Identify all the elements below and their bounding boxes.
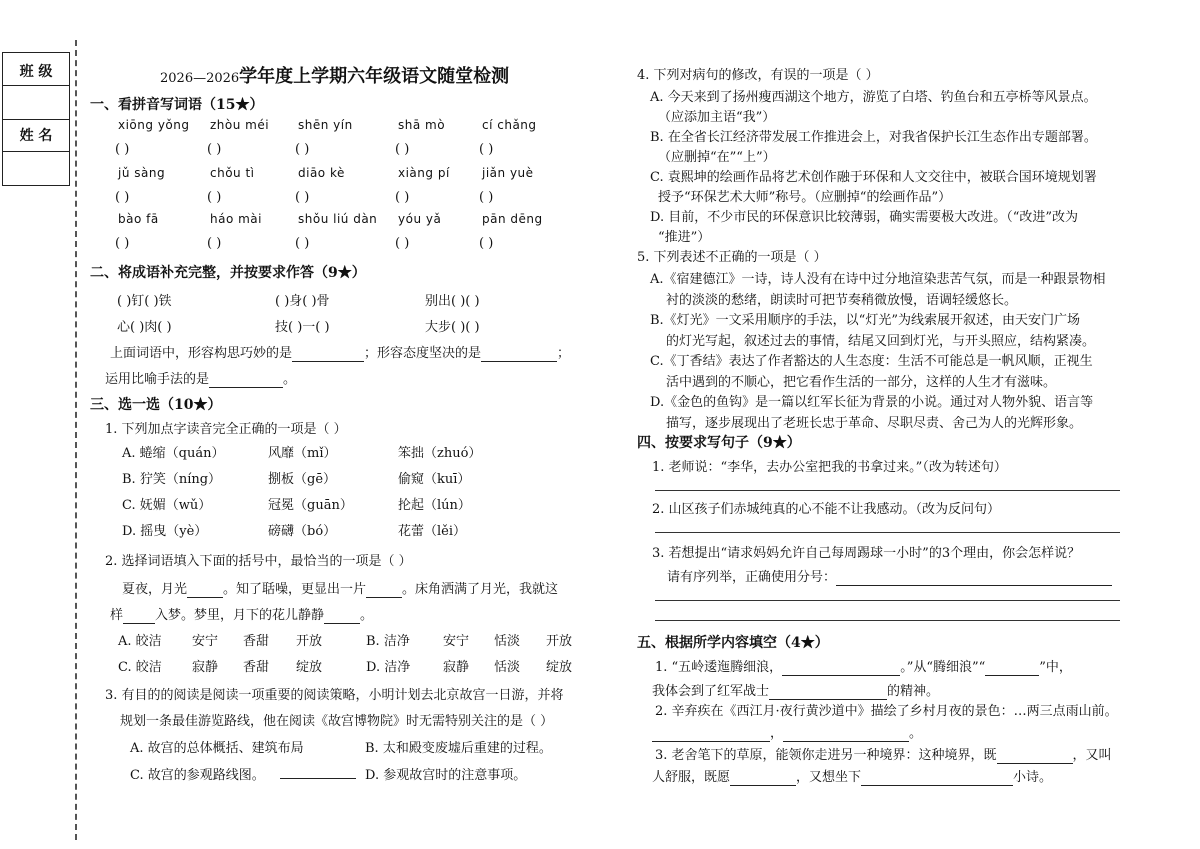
answer-line[interactable] (655, 620, 1120, 621)
q3-option-d[interactable]: D. 参观故宫时的注意事项。 (365, 768, 527, 783)
sentence-task-3: 3. 若想提出“请求妈妈允许自己每周踢球一小时”的3个理由，你会怎样说？ (652, 546, 1081, 561)
q1-option[interactable]: D. 摇曳（yè） (122, 524, 208, 539)
answer-line[interactable] (655, 490, 1120, 491)
q4-option-cont: （应添加主语“我”） (658, 110, 776, 125)
section-5-heading: 五、根据所学内容填空（4★） (637, 635, 829, 651)
q2-option-word: 恬淡 (494, 634, 521, 649)
pinyin-prompt: bào fā (118, 212, 159, 226)
q4-option-cont: （应删掉“在”“上”） (658, 150, 776, 165)
q5-option-cont: 活中遇到的不顺心，把它看作生活的一部分，这样的人生才有滋味。 (666, 374, 1057, 390)
student-info-box (2, 52, 70, 186)
pinyin-prompt: xiàng pí (398, 166, 450, 180)
q2-option-word: 绽放 (296, 660, 323, 675)
q5-option[interactable]: C.《丁香结》表达了作者豁达的人生态度：生活不可能总是一帆风顺，正视生 (650, 354, 1093, 369)
q2-option-word: 绽放 (546, 660, 573, 675)
q2-option-word: 开放 (296, 634, 323, 649)
name-label: 姓 名 (19, 128, 53, 144)
q1-option-word: 冠冕（guān） (268, 498, 353, 513)
idiom-4[interactable]: 心( )肉( ) (117, 320, 172, 335)
q1-option[interactable]: B. 狞笑（níng） (122, 472, 222, 487)
pinyin-prompt: shǒu liú dàn (298, 212, 378, 226)
q1-option-word: 偷窥（kuī） (398, 472, 471, 487)
idiom-question-line1: 上面词语中，形容构思巧妙的是 ；形容态度坚决的是 ； (110, 346, 571, 361)
answer-blank[interactable] (836, 570, 1112, 586)
pinyin-prompt: jiǎn yuè (482, 166, 534, 180)
fill-2-line1: 2. 辛弃疾在《西江月·夜行黄沙道中》描绘了乡村月夜的景色：…两三点雨山前。 (655, 704, 1118, 719)
q1-option[interactable]: C. 妩媚（wǔ） (122, 498, 212, 513)
q3-option-b[interactable]: B. 太和殿变废墟后重建的过程。 (365, 741, 552, 756)
answer-bracket[interactable]: ( ) (115, 142, 130, 157)
pinyin-prompt: yóu yǎ (398, 212, 442, 226)
q1-option[interactable]: A. 蜷缩（quán） (122, 446, 225, 461)
q2-option[interactable]: D. 洁净 (366, 660, 411, 675)
q2-option-word: 香甜 (243, 634, 270, 649)
pinyin-prompt: diāo kè (298, 166, 345, 180)
q5-option-cont: 的灯光写起，叙述过去的事情，结尾又回到灯光，与开头照应，结构紧凑。 (666, 333, 1096, 349)
q3-stem-line2: 规划一条最佳游览路线，他在阅读《故宫博物院》时无需特别关注的是（ ） (120, 714, 554, 729)
q2-passage-line1: 夏夜，月光 。知了聒噪，更显出一片 。床角洒满了月光，我就这 (122, 582, 559, 597)
idiom-5[interactable]: 技( )一( ) (275, 320, 330, 335)
section-3-heading: 三、选一选（10★） (90, 397, 222, 413)
q2-stem: 2. 选择词语填入下面的括号中，最恰当的一项是（ ） (105, 554, 412, 569)
section-4-heading: 四、按要求写句子（9★） (637, 435, 801, 451)
q1-option-word: 花蕾（lěi） (398, 524, 467, 539)
q2-option-word: 开放 (546, 634, 573, 649)
idiom-1[interactable]: ( )钉( )铁 (117, 294, 172, 309)
answer-bracket[interactable]: ( ) (115, 190, 130, 205)
answer-bracket[interactable]: ( ) (479, 190, 494, 205)
q2-option-word: 寂静 (443, 660, 470, 675)
fill-2-line2: ， 。 (652, 722, 922, 742)
pinyin-prompt: zhòu méi (210, 118, 270, 132)
q2-option-word: 香甜 (243, 660, 270, 675)
answer-bracket[interactable]: ( ) (115, 236, 130, 251)
q4-stem: 4. 下列对病句的修改，有误的一项是（ ） (637, 68, 879, 83)
fill-3-line2: 人舒服，既愿 ，又想坐下 小诗。 (652, 770, 1053, 785)
q5-option-cont: 衬的淡淡的愁绪，朗读时可把节奏稍微放慢，语调轻缓悠长。 (666, 292, 1018, 308)
section-1-heading: 一、看拼音写词语（15★） (90, 97, 264, 113)
q4-option[interactable]: C. 袁熙坤的绘画作品将艺术创作融于环保和人文交往中，被联合国环境规划署 (650, 170, 1097, 185)
class-label: 班 级 (19, 64, 53, 80)
fill-3-line1: 3. 老舍笔下的草原，能领你走进另一种境界：这种境界，既 ，又叫 (655, 748, 1112, 763)
answer-blank[interactable] (209, 372, 283, 388)
section-2-heading: 二、将成语补充完整，并按要求作答（9★） (90, 265, 366, 281)
q4-option-cont: 授予“环保艺术大师”称号。（应删掉“的绘画作品”） (658, 190, 952, 205)
answer-blank[interactable] (481, 346, 557, 362)
answer-bracket[interactable]: ( ) (295, 236, 310, 251)
answer-bracket[interactable]: ( ) (479, 236, 494, 251)
q2-passage-line2: 样 入梦。梦里，月下的花儿静静 。 (110, 608, 374, 623)
answer-bracket[interactable]: ( ) (479, 142, 494, 157)
pinyin-prompt: shēn yín (298, 118, 353, 132)
q4-option[interactable]: A. 今天来到了扬州瘦西湖这个地方，游览了白塔、钓鱼台和五亭桥等风景点。 (650, 90, 1097, 105)
pinyin-prompt: xiōng yǒng (118, 118, 190, 132)
pinyin-prompt: jǔ sàng (118, 166, 166, 180)
sentence-task-2: 2. 山区孩子们赤城纯真的心不能不让我感动。（改为反问句） (652, 502, 1001, 517)
q5-option[interactable]: D.《金色的鱼钩》是一篇以红军长征为背景的小说。通过对人物外貌、语言等 (650, 395, 1094, 410)
page-title: 2026—2026学年度上学期六年级语文随堂检测 (160, 66, 510, 87)
fill-1-line1: 1. “五岭逶迤腾细浪， 。”从“腾细浪”“ ”中， (655, 660, 1072, 675)
q3-option-c[interactable]: C. 故宫的参观路线图。 (130, 768, 265, 783)
q2-option-word: 寂静 (192, 660, 219, 675)
q1-option-word: 抡起（lún） (398, 498, 471, 513)
q4-option[interactable]: B. 在全省长江经济带发展工作推进会上，对我省保护长江生态作出专题部署。 (650, 130, 1097, 145)
answer-line[interactable] (655, 600, 1120, 601)
idiom-6[interactable]: 大步( )( ) (425, 320, 480, 335)
answer-bracket[interactable]: ( ) (395, 236, 410, 251)
pinyin-prompt: cí chǎng (482, 118, 537, 132)
answer-blank[interactable] (292, 346, 364, 362)
q4-option[interactable]: D. 目前，不少市民的环保意识比较薄弱，确实需要极大改进。（“改进”改为 (650, 210, 1079, 225)
answer-bracket[interactable]: ( ) (395, 142, 410, 157)
q1-option-word: 捌板（gē） (268, 472, 337, 487)
answer-bracket[interactable]: ( ) (207, 236, 222, 251)
q2-option-word: 安宁 (192, 634, 219, 649)
q1-option-word: 笨拙（zhuó） (398, 446, 482, 461)
q1-stem: 1. 下列加点字读音完全正确的一项是（ ） (105, 422, 347, 437)
idiom-question-line2: 运用比喻手法的是 。 (105, 372, 297, 387)
pinyin-prompt: háo mài (210, 212, 262, 226)
q3-option-a[interactable]: A. 故宫的总体概括、建筑布局 (130, 741, 304, 756)
q2-option-word: 恬淡 (494, 660, 521, 675)
idiom-3[interactable]: 别出( )( ) (425, 294, 480, 309)
sentence-task-1: 1. 老师说：“李华，去办公室把我的书拿过来。”（改为转述句） (652, 460, 1007, 475)
pinyin-prompt: pān dēng (482, 212, 543, 226)
answer-bracket[interactable]: ( ) (295, 142, 310, 157)
idiom-2[interactable]: ( )身( )骨 (275, 294, 330, 309)
answer-line[interactable] (655, 532, 1120, 533)
answer-bracket[interactable]: ( ) (295, 190, 310, 205)
q1-option-word: 风靡（mǐ） (268, 446, 337, 461)
sentence-task-3-instruction: 请有序列举，正确使用分号： (667, 566, 1112, 586)
pinyin-prompt: chǒu tì (210, 166, 255, 180)
q2-option-word: 安宁 (443, 634, 470, 649)
answer-bracket[interactable]: ( ) (395, 190, 410, 205)
answer-bracket[interactable]: ( ) (207, 142, 222, 157)
q2-option[interactable]: B. 洁净 (366, 634, 410, 649)
q2-option[interactable]: C. 皎洁 (118, 660, 162, 675)
pinyin-prompt: shā mò (398, 118, 446, 132)
q2-option[interactable]: A. 皎洁 (118, 634, 162, 649)
binding-cut-line (75, 40, 77, 840)
q5-option[interactable]: A.《宿建德江》一诗，诗人没有在诗中过分地渲染悲苦气氛，而是一种跟景物相 (650, 272, 1106, 287)
answer-bracket[interactable]: ( ) (207, 190, 222, 205)
q3-stem-line1: 3. 有目的的阅读是阅读一项重要的阅读策略，小明计划去北京故宫一日游，并将 (105, 688, 564, 703)
q4-option-cont: “推进”） (658, 230, 711, 245)
fill-1-line2: 我体会到了红军战士 的精神。 (652, 684, 940, 699)
q5-stem: 5. 下列表述不正确的一项是（ ） (637, 250, 827, 265)
q1-option-word: 磅礴（bó） (268, 524, 337, 539)
q5-option-cont: 描写，逐步展现出了老班长忠于革命、尽职尽责、舍己为人的光辉形象。 (666, 415, 1083, 431)
q5-option[interactable]: B.《灯光》一文采用顺序的手法，以“灯光”为线索展开叙述，由天安门广场 (650, 313, 1080, 328)
blank-line (280, 778, 356, 779)
